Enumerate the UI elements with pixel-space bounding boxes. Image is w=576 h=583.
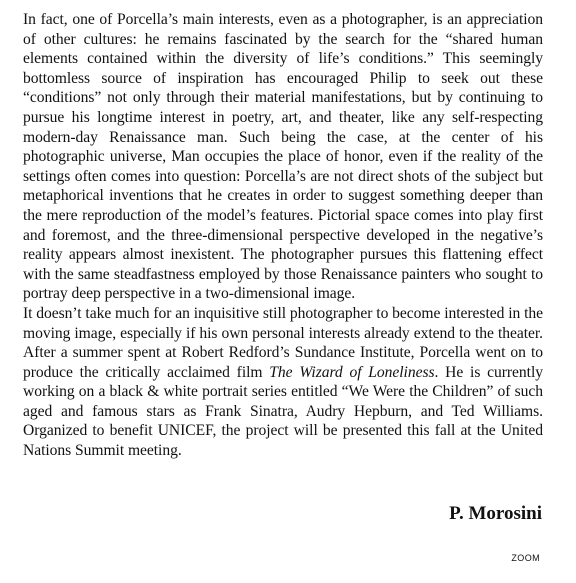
- film-title: The Wizard of Loneliness: [269, 363, 435, 381]
- paragraph-2-text-start: It doesn’t take much for an inquisitive still photographer to become interested in the moving image, especially if his own personal interests already extend to the theater. After a summer spent at Robert Redford’s Sundance Institute, Porcella went on to produce the critically acclaimed film: [23, 304, 543, 381]
- author-signature: P. Morosini: [449, 503, 542, 524]
- article-paragraph-2: [23, 304, 543, 461]
- magazine-footer: ZOOM: [511, 553, 540, 563]
- article-paragraph-1: In fact, one of Porcella’s main interests, even as a photographer, is an appreciation of other cultures: he remains fascinated by the search for the “shared human elements contained within the diversity of life’s conditions.” This seemingly bottomless source of inspiration has encouraged Philip to seek out these “conditions” not only through their material manifestations, but by continuing to pursue his longtime interest in poetry, art, and theater, like any self-respecting modern-day Renaissance man. Such being the case, at the center of his photographic universe, Man occupies the place of honor, even if the reality of the settings often comes into question: Porcella’s are not direct shots of the subject but metaphorical inventions that he creates in order to suggest something deeper than the mere reproduction of the model’s features. Pictorial space comes into play first and foremost, and the three-dimensional perspective developed in the negative’s reality appears almost inexistent. The photographer pursues this flattening effect with the same steadfastness employed by those Renaissance painters who sought to portray deep perspective in a two-dimensional image.: [23, 11, 543, 303]
- article-body: [23, 10, 543, 461]
- paragraph-2-text-end: . He is currently working on a black & white portrait series entitled “We Were the Children” of such aged and famous stars as Frank Sinatra, Audry Hepburn, and Ted Williams. Organized to benefit UNICEF, the project will be presented this fall at the United Nations Summit meeting.: [23, 363, 543, 460]
